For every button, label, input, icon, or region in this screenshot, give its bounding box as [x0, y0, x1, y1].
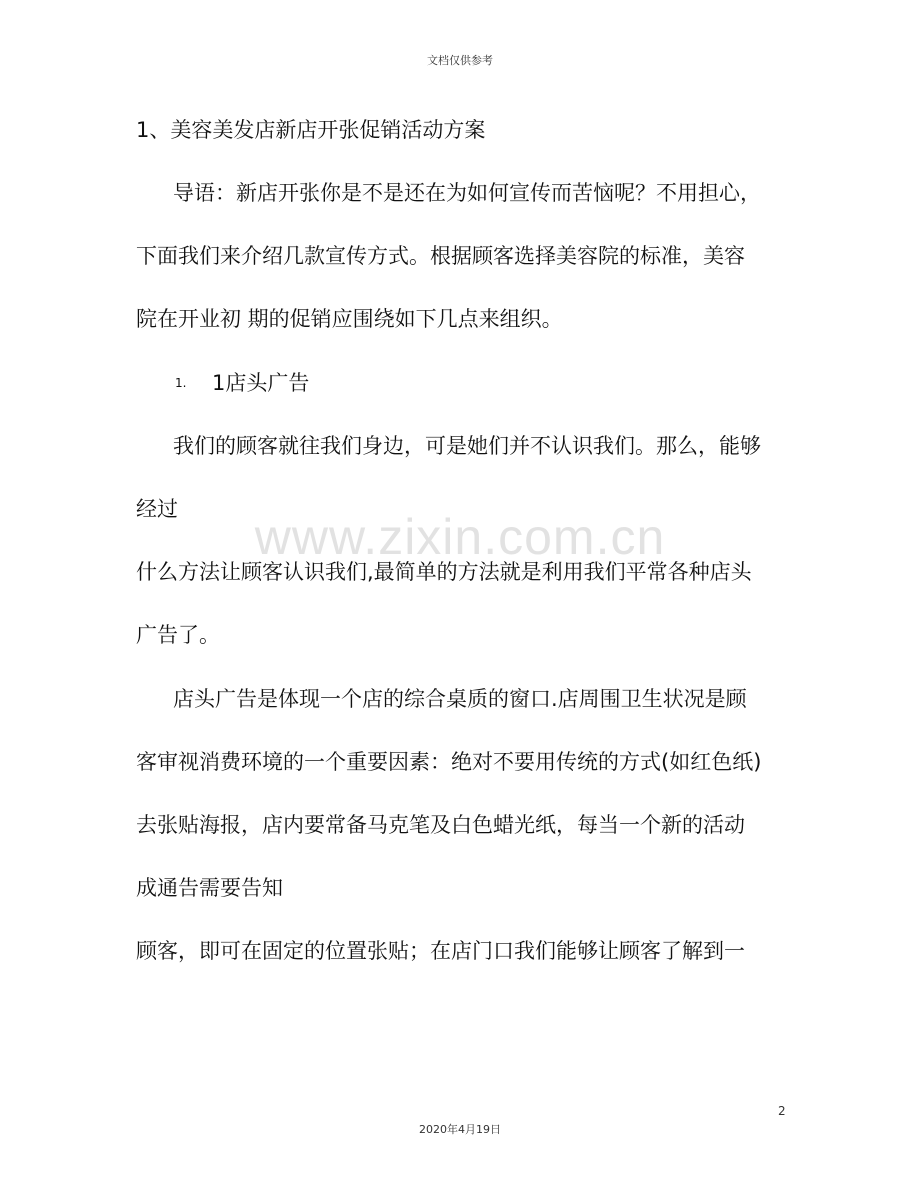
paragraph-line: 我们的顾客就往我们身边，可是她们并不认识我们。那么，能够	[173, 434, 761, 458]
paragraph-line: 经过	[136, 497, 178, 521]
paragraph-line: 顾客，即可在固定的位置张贴；在店门口我们能够让顾客了解到一	[136, 939, 745, 963]
paragraph-line: 店头广告是体现一个店的综合桌质的窗口.店周围卫生状况是顾	[173, 687, 747, 711]
page-number: 2	[778, 1104, 786, 1118]
paragraph-line: 导语：新店开张你是不是还在为如何宣传而苦恼呢？不用担心，	[173, 181, 761, 205]
document-title: 1、美容美发店新店开张促销活动方案	[136, 118, 486, 142]
paragraph-line: 广告了。	[136, 623, 220, 647]
header-note: 文档仅供参考	[427, 54, 493, 67]
paragraph-line: 院在开业初 期的促销应围绕如下几点来组织。	[136, 307, 563, 331]
paragraph-line: 去张贴海报，店内要常备马克笔及白色蜡光纸，每当一个新的活动	[136, 813, 745, 837]
paragraph-line: 成通告需要告知	[136, 876, 283, 900]
watermark: www.zixin.com.cn	[254, 509, 666, 565]
list-marker: 1.	[175, 376, 187, 390]
paragraph-line: 下面我们来介绍几款宣传方式。根据顾客选择美容院的标准，美容	[136, 244, 745, 268]
paragraph-line: 客审视消费环境的一个重要因素：绝对不要用传统的方式(如红色纸)	[136, 750, 762, 774]
footer-date: 2020年4月19日	[419, 1123, 501, 1136]
list-item-title: 1店头广告	[212, 371, 310, 395]
paragraph-line: 什么方法让顾客认识我们,最简单的方法就是利用我们平常各种店头	[136, 560, 752, 584]
